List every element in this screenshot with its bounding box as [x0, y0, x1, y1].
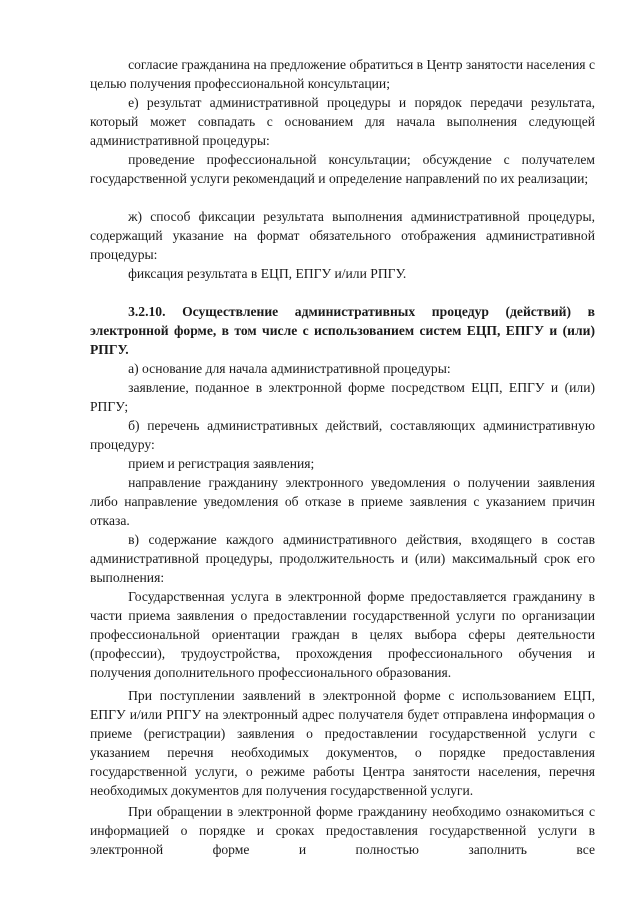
paragraph-electronic-appeal: При обращении в электронной форме гражданину необходимо ознакомиться с информацией о порядке и сроках предоставления государственной услуги в электронной форме и полностью заполнить все — [90, 804, 595, 857]
paragraph-result-e: е) результат административной процедуры и порядок передачи результата, который может совпадать с основанием для начала выполнения следующей административной процедуры: — [90, 95, 595, 148]
paragraph-basis-a: а) основание для начала административной процедуры: — [128, 361, 451, 376]
paragraph-actions-list-b: б) перечень административных действий, составляющих административную процедуру: — [90, 418, 595, 452]
section-heading-3-2-10: 3.2.10. Осуществление административных процедур (действий) в электронной форме, в том числе с использованием систем ЕЦП, ЕПГУ и (или) РПГУ. — [90, 304, 595, 357]
paragraph-application: заявление, поданное в электронной форме посредством ЕЦП, ЕПГУ и (или) РПГУ; — [90, 380, 595, 414]
paragraph-fixation-result: фиксация результата в ЕЦП, ЕПГУ и/или РПГУ. — [128, 266, 407, 281]
paragraph-fixation-method-zh: ж) способ фиксации результата выполнения административной процедуры, содержащий указание на формат обязательного отображения административной процедуры: — [90, 209, 595, 262]
paragraph-content-v: в) содержание каждого административного действия, входящего в состав административной процедуры, продолжительность и (или) максимальный срок его выполнения: — [90, 532, 595, 585]
paragraph-electronic-service: Государственная услуга в электронной форме предоставляется гражданину в части приема заявления о предоставлении государственной услуги по организации профессиональной ориентации граждан в целях выбора сферы деятельности (профессии), трудоустройства, прохождения профессионального обучения и получения дополнительного профессионального образования. — [90, 589, 595, 680]
paragraph-consultation: проведение профессиональной консультации; обсуждение с получателем государственной услуги рекомендаций и определение направлений по их реализации; — [90, 152, 595, 186]
paragraph-notification: направление гражданину электронного уведомления о получении заявления либо направление уведомления об отказе в приеме заявления с указанием причин отказа. — [90, 475, 595, 528]
paragraph-consent: согласие гражданина на предложение обратиться в Центр занятости населения с целью получения профессиональной консультации; — [90, 57, 595, 91]
paragraph-reception: прием и регистрация заявления; — [128, 456, 315, 471]
paragraph-receipt-applications: При поступлении заявлений в электронной форме с использованием ЕЦП, ЕПГУ и/или РПГУ на электронный адрес получателя будет отправлена информация о приеме (регистрации) заявления о предоставлении государственной услуги с указанием перечня необходимых документов, о порядке предоставления государственной услуги, о режиме работы Центра занятости населения, перечня необходимых документов для получения государственной услуги. — [90, 688, 595, 798]
